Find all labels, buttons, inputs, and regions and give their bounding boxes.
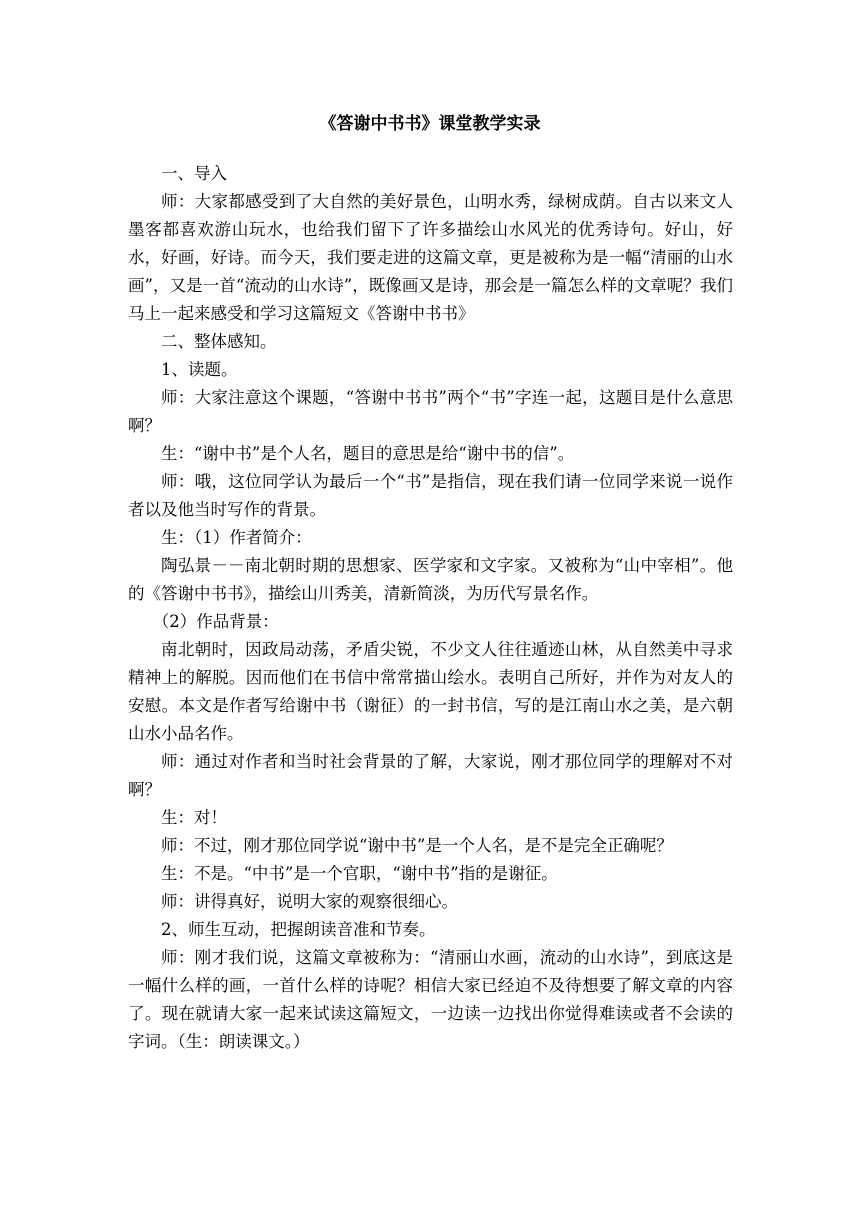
paragraph-teacher-reading: 师：刚才我们说，这篇文章被称为：“清丽山水画，流动的山水诗”，到底这是一幅什么样的画，一首什么样的诗呢？相信大家已经迫不及待想要了解文章的内容了。现在就请大家一起来试读这篇短文，一边读一边找出你觉得难读或者不会读的字词。（生：朗读课文。） <box>128 948 733 1051</box>
paragraph-student-yes: 生：对！ <box>161 808 227 827</box>
paragraph-teacher-followup: 师：哦，这位同学认为最后一个“书”是指信，现在我们请一位同学来说一说作者以及他当时写作的背景。 <box>128 472 733 519</box>
paragraph-author-intro: 陶弘景－－南北朝时期的思想家、医学家和文字家。又被称为“山中宰相”。他的《答谢中书书》，描绘山川秀美，清新简淡，为历代写景名作。 <box>128 556 733 603</box>
paragraph-student-correction: 生：不是。“中书”是一个官职，“谢中书”指的是谢征。 <box>161 864 558 883</box>
paragraph-teacher-praise: 师：讲得真好，说明大家的观察很细心。 <box>161 892 458 911</box>
paragraph-author-intro-heading: 生：（1）作者简介： <box>161 528 312 547</box>
paragraph-background-heading: （2）作品背景： <box>152 612 279 631</box>
paragraph-background: 南北朝时，因政局动荡，矛盾尖锐，不少文人往往遁迹山林，从自然美中寻求精神上的解脱。因而他们在书信中常常描山绘水。表明自己所好，并作为对友人的安慰。本文是作者写给谢中书（谢征）的一封书信，写的是江南山水之美，是六朝山水小品名作。 <box>128 640 733 743</box>
document-title: 《答谢中书书》课堂教学实录 <box>319 114 541 134</box>
section-heading-intro: 一、导入 <box>161 164 227 183</box>
subheading-interaction: 2、师生互动，把握朗读音准和节奏。 <box>161 920 436 939</box>
paragraph-teacher-intro: 师：大家都感受到了大自然的美好景色，山明水秀，绿树成荫。自古以来文人墨客都喜欢游山玩水，也给我们留下了许多描绘山水风光的优秀诗句。好山，好水，好画，好诗。而今天，我们要走进的这篇文章，更是被称为是一幅“清丽的山水画”，又是一首“流动的山水诗”，既像画又是诗，那会是一篇怎么样的文章呢？我们马上一起来感受和学习这篇短文《答谢中书书》 <box>128 192 733 323</box>
subheading-read-title: 1、读题。 <box>161 360 238 379</box>
paragraph-teacher-challenge: 师：不过，刚才那位同学说“谢中书”是一个人名，是不是完全正确呢？ <box>161 836 673 855</box>
paragraph-teacher-question: 师：大家注意这个课题，“答谢中书书”两个“书”字连一起，这题目是什么意思啊？ <box>128 388 733 435</box>
paragraph-student-answer: 生：“谢中书”是个人名，题目的意思是给“谢中书的信”。 <box>161 444 575 463</box>
document-body <box>128 160 733 1056</box>
paragraph-teacher-check: 师：通过对作者和当时社会背景的了解，大家说，刚才那位同学的理解对不对啊？ <box>128 752 733 799</box>
section-heading-overall: 二、整体感知。 <box>161 332 277 351</box>
